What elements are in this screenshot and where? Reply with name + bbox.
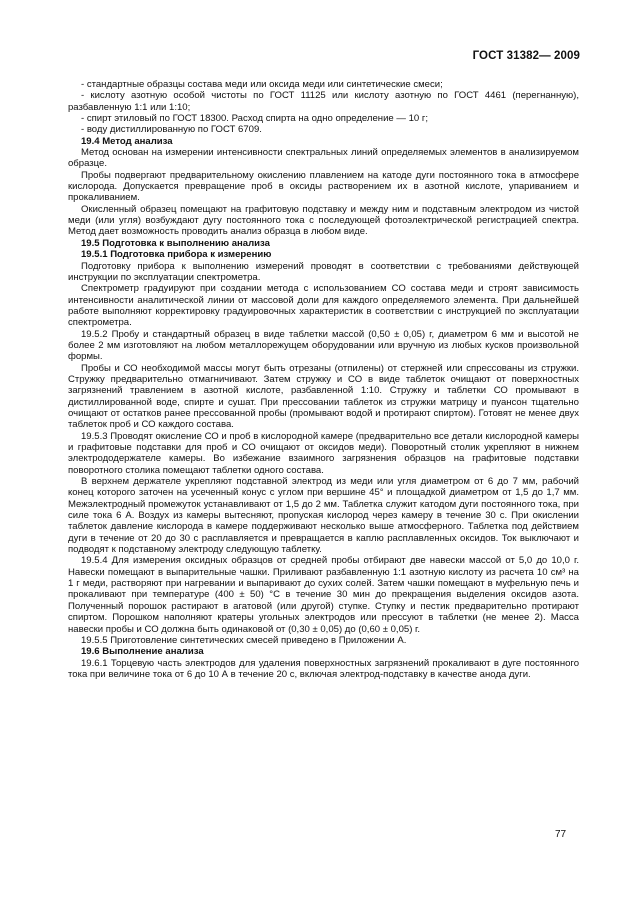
section-heading: 19.6 Выполнение анализа — [81, 646, 204, 658]
section-heading: 19.4 Метод анализа — [81, 135, 173, 147]
paragraph: 19.5.3 Проводят окисление СО и проб в кислородной камере (предварительно все детали кислородной камеры и графитовые подставки для проб и СО очищают от оксидов меди). Поворотный столик укрепляют в нижнем электрододержателе камеры. Во избежание взаимного загрязнения образцов на графитовые подставки поворотного столика помещают таблетки одного состава. — [68, 430, 579, 476]
paragraph: - воду дистиллированную по ГОСТ 6709. — [81, 124, 262, 136]
paragraph: - кислоту азотную особой чистоты по ГОСТ 11125 или кислоту азотную по ГОСТ 4461 (перегнанную), разбавленную 1:1 или 1:10; — [68, 90, 579, 113]
paragraph: Окисленный образец помещают на графитовую подставку и между ним и подставным электродом из чистой меди (или угля) возбуждают дугу постоянного тока с последующей фотоэлектрической регистрацией спектра. Метод дает возможность проводить анализ образца в любом виде. — [68, 203, 579, 238]
paragraph: 19.5.2 Пробу и стандартный образец в виде таблетки массой (0,50 ± 0,05) г, диаметром 6 мм и высотой не более 2 мм изготовляют на любом металлорежущем оборудовании или вручную из любых кусков произвольной формы. — [68, 328, 579, 363]
paragraph: Спектрометр градуируют при создании метода с использованием СО состава меди и строят зависимость интенсивности аналитической линии от массовой доли для каждого определяемого элемента. При дальнейшей работе выполняют корректировку градуировочных характеристик в соответствии с инструкцией по эксплуатации спектрометра. — [68, 283, 579, 329]
paragraph: 19.5.5 Приготовление синтетических смесей приведено в Приложении А. — [81, 634, 407, 646]
page-number: 77 — [555, 829, 567, 840]
paragraph: Пробы и СО необходимой массы могут быть отрезаны (отпилены) от стержней или спрессованы из стружки. Стружку предварительно отмагничивают. Затем стружку и СО в виде таблеток очищают от поверхностных загрязнений травлением в азотной кислоте, разбавленной 1:10. Стружку и таблетки СО промывают в дистиллированной воде, спирте и сушат. При прессовании таблеток из стружки матрицу и пуансон тщательно очищают от остатков ранее прессованной пробы (промывают водой и протирают спиртом). Готовят не менее двух таблеток проб и СО каждого состава. — [68, 362, 579, 431]
document-body — [68, 79, 579, 680]
paragraph: - стандартные образцы состава меди или оксида меди или синтетические смеси; — [81, 79, 443, 90]
paragraph: Пробы подвергают предварительному окислению плавлением на катоде дуги постоянного тока в атмосфере кислорода. Допускается превращение проб в оксиды растворением их в азотной кислоте, упариванием и прокаливанием. — [68, 169, 579, 204]
section-heading: 19.5 Подготовка к выполнению анализа — [81, 237, 270, 249]
paragraph: Метод основан на измерении интенсивности спектральных линий определяемых элементов в анализируемом образце. — [68, 147, 579, 170]
section-heading: 19.5.1 Подготовка прибора к измерению — [81, 249, 272, 261]
paragraph: 19.6.1 Торцевую часть электродов для удаления поверхностных загрязнений прокаливают в дуге постоянного тока при величине тока от 6 до 10 А в течение 20 с, включая электрод-подставку в качестве анода дуги. — [68, 657, 579, 680]
page-header: ГОСТ 31382— 2009 — [472, 50, 580, 62]
paragraph: В верхнем держателе укрепляют подставной электрод из меди или угля диаметром от 6 до 7 мм, рабочий конец которого заточен на усеченный конус с углом при вершине 45° и площадкой диаметром от 1,5 до 1,7 мм. Межэлектродный промежуток устанавливают от 1,5 до 2 мм. Таблетка служит катодом дуги постоянного тока, при силе тока 6 А. Воздух из камеры вытесняют, пропуская кислород через камеру в течение 30 с. При окислении таблеток давление кислорода в камере поддерживают несколько выше атмосферного. Таблетка под действием дуги в течение от 20 до 30 с расплавляется и превращается в каплю расплавленных оксидов. Ток выключают и подводят к подставному электроду следующую таблетку. — [68, 476, 579, 556]
paragraph: Подготовку прибора к выполнению измерений проводят в соответствии с требованиями действующей инструкции по эксплуатации спектрометра. — [68, 260, 579, 283]
paragraph: - спирт этиловый по ГОСТ 18300. Расход спирта на одно определение — 10 г; — [81, 113, 428, 125]
paragraph: 19.5.4 Для измерения оксидных образцов от средней пробы отбирают две навески массой от 5,0 до 10,0 г. Навески помещают в выпарительные чашки. Приливают разбавленную 1:1 азотную кислоту из расчета 10 см³ на 1 г меди, растворяют при нагревании и выпаривают до сухих солей. Затем чашки помещают в муфельную печь и прокаливают при температуре (400 ± 50) °С в течение 30 мин до прекращения выделения оксидов азота. Полученный порошок растирают в агатовой (или другой) ступке. Ступку и пестик предварительно протирают спиртом. Порошком наполняют кратеры угольных электродов или прессуют в таблетки (не менее 2). Масса навески пробы и СО должна быть одинаковой от (0,30 ± 0,05) до (0,60 ± 0,05) г. — [68, 555, 579, 635]
